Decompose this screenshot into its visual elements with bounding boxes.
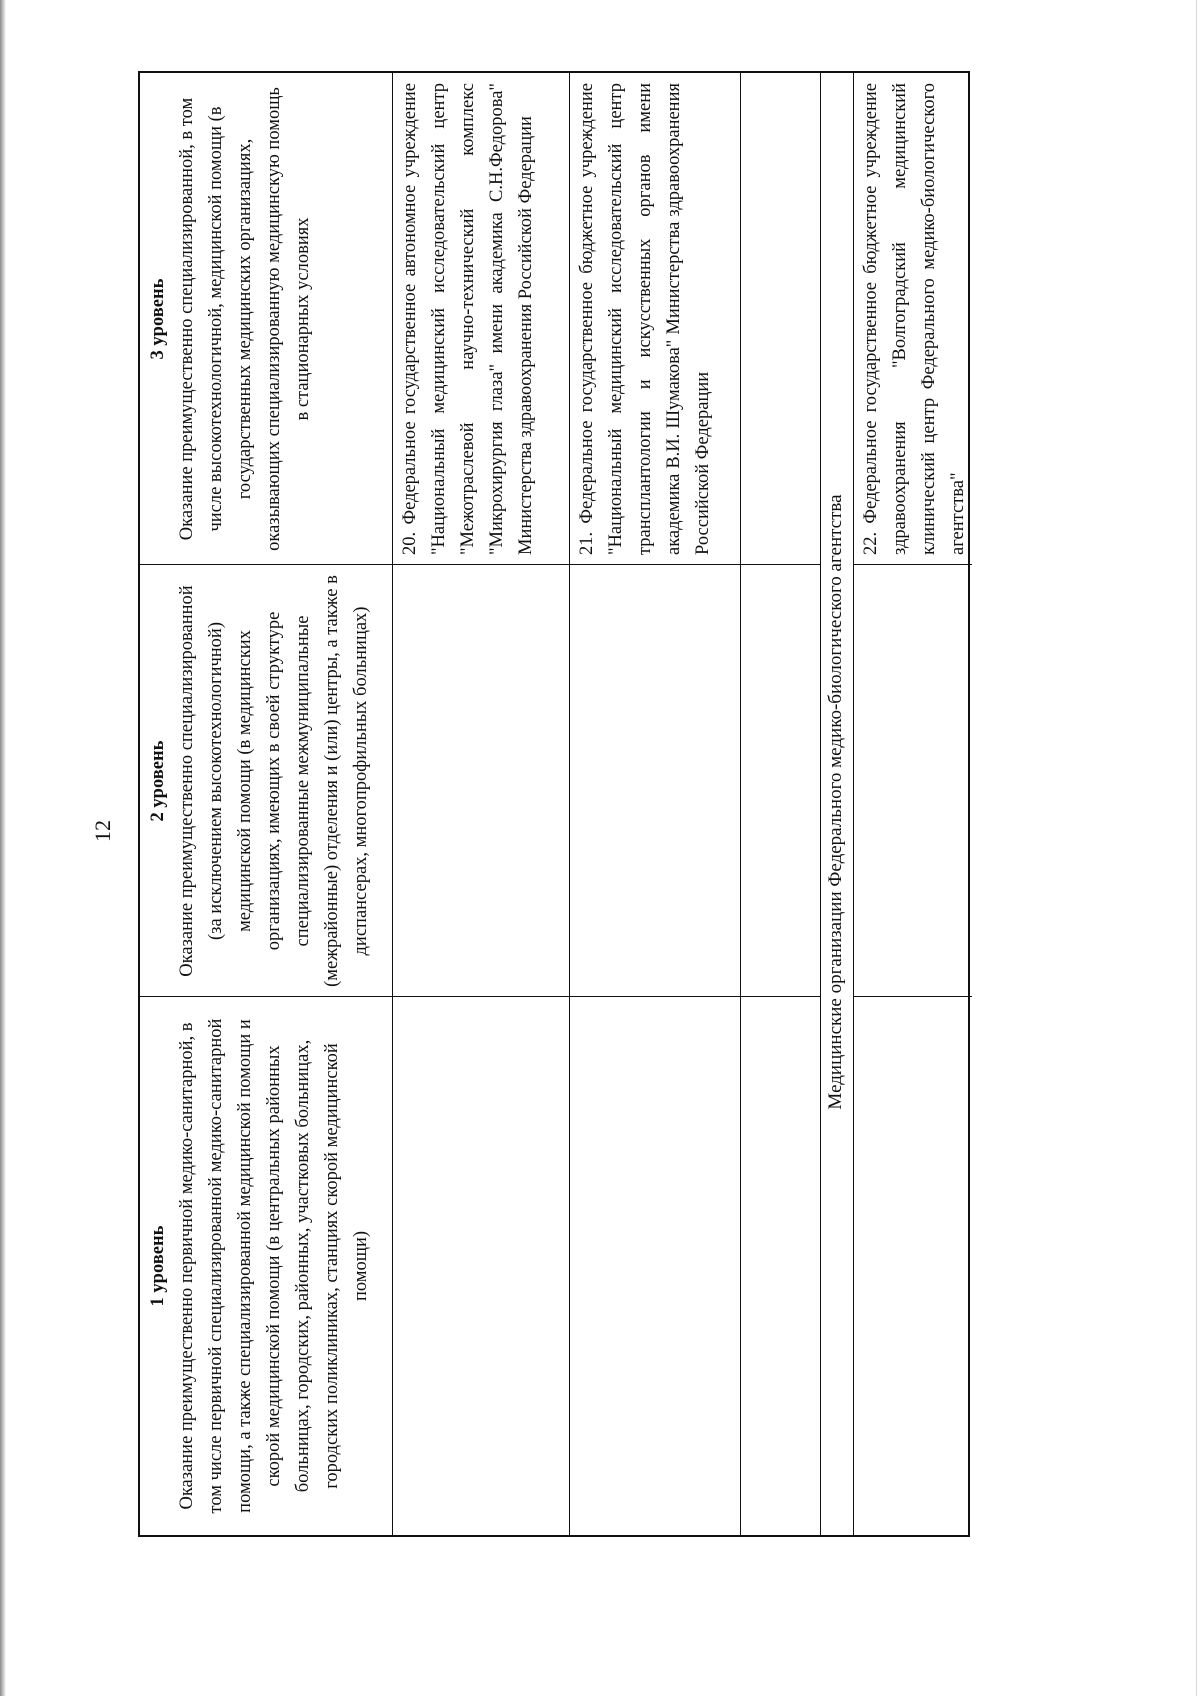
table-row-20-level3: 20. Федеральное государственное автономное учреждение "Национальный медицинский исследовательский центр "Межотраслевой научно-технический комплекс "Микрохирургия глаза" имени академика С.Н.Федорова" Министерства здравоохранения Российской Федерации	[400, 83, 536, 555]
header-level-2	[140, 565, 392, 997]
table-row-21-level3: 21. Федеральное государственное бюджетное учреждение "Национальный медицинский исследовательский центр трансплантологии и искусственных органов имени академика В.И. Шумакова" Министерства здравоохранения Российской Федерации	[577, 83, 713, 555]
section-title-fmba: Медицинские организации Федерального медико-биологического агентства	[825, 494, 846, 1110]
scan-edge-left	[0, 0, 6, 1696]
header-level-1-description: Оказание преимущественно первичной медико-санитарной, в том числе первичной специализированной медико-санитарной помощи, а также специализированной медицинской помощи и скорой медицинской помощи (в центральных районных больницах, городских, районных, участковых больницах, городских поликлиниках, станциях скорой медицинской помощи)	[177, 1018, 371, 1514]
header-level-2-title: 2 уровень	[148, 740, 168, 822]
levels-table	[138, 71, 970, 1537]
header-level-1-title: 1 уровень	[148, 1225, 168, 1307]
header-level-1	[140, 997, 392, 1535]
header-level-3-description: Оказание преимущественно специализированной, в том числе высокотехнологичной, медицинской помощи (в государственных медицинских организациях, оказывающих специализированную медицинскую помощь в стационарных условиях	[177, 87, 313, 551]
scan-edge-right	[1196, 0, 1197, 1696]
row-divider-21-end	[820, 73, 821, 1535]
row-divider-21	[740, 73, 741, 1535]
header-level-2-description: Оказание преимущественно специализированной (за исключением высокотехнологичной) медицинской помощи (в медицинских организациях, имеющих в своей структуре специализированные межмуниципальные (межрайонные) отделения и (или) центры, а также в диспансерах, многопрофильных больницах)	[177, 575, 371, 987]
column-divider-1-lower	[853, 996, 972, 997]
header-level-3-title: 3 уровень	[148, 278, 168, 360]
rotated-table-page	[138, 71, 970, 1537]
page-number: 12	[90, 820, 115, 842]
header-level-3	[140, 73, 392, 565]
table-row-22-level3: 22. Федеральное государственное бюджетное учреждение здравоохранения "Волгоградский медицинский клинический центр Федерального медико-биологического агентства"	[861, 83, 968, 555]
